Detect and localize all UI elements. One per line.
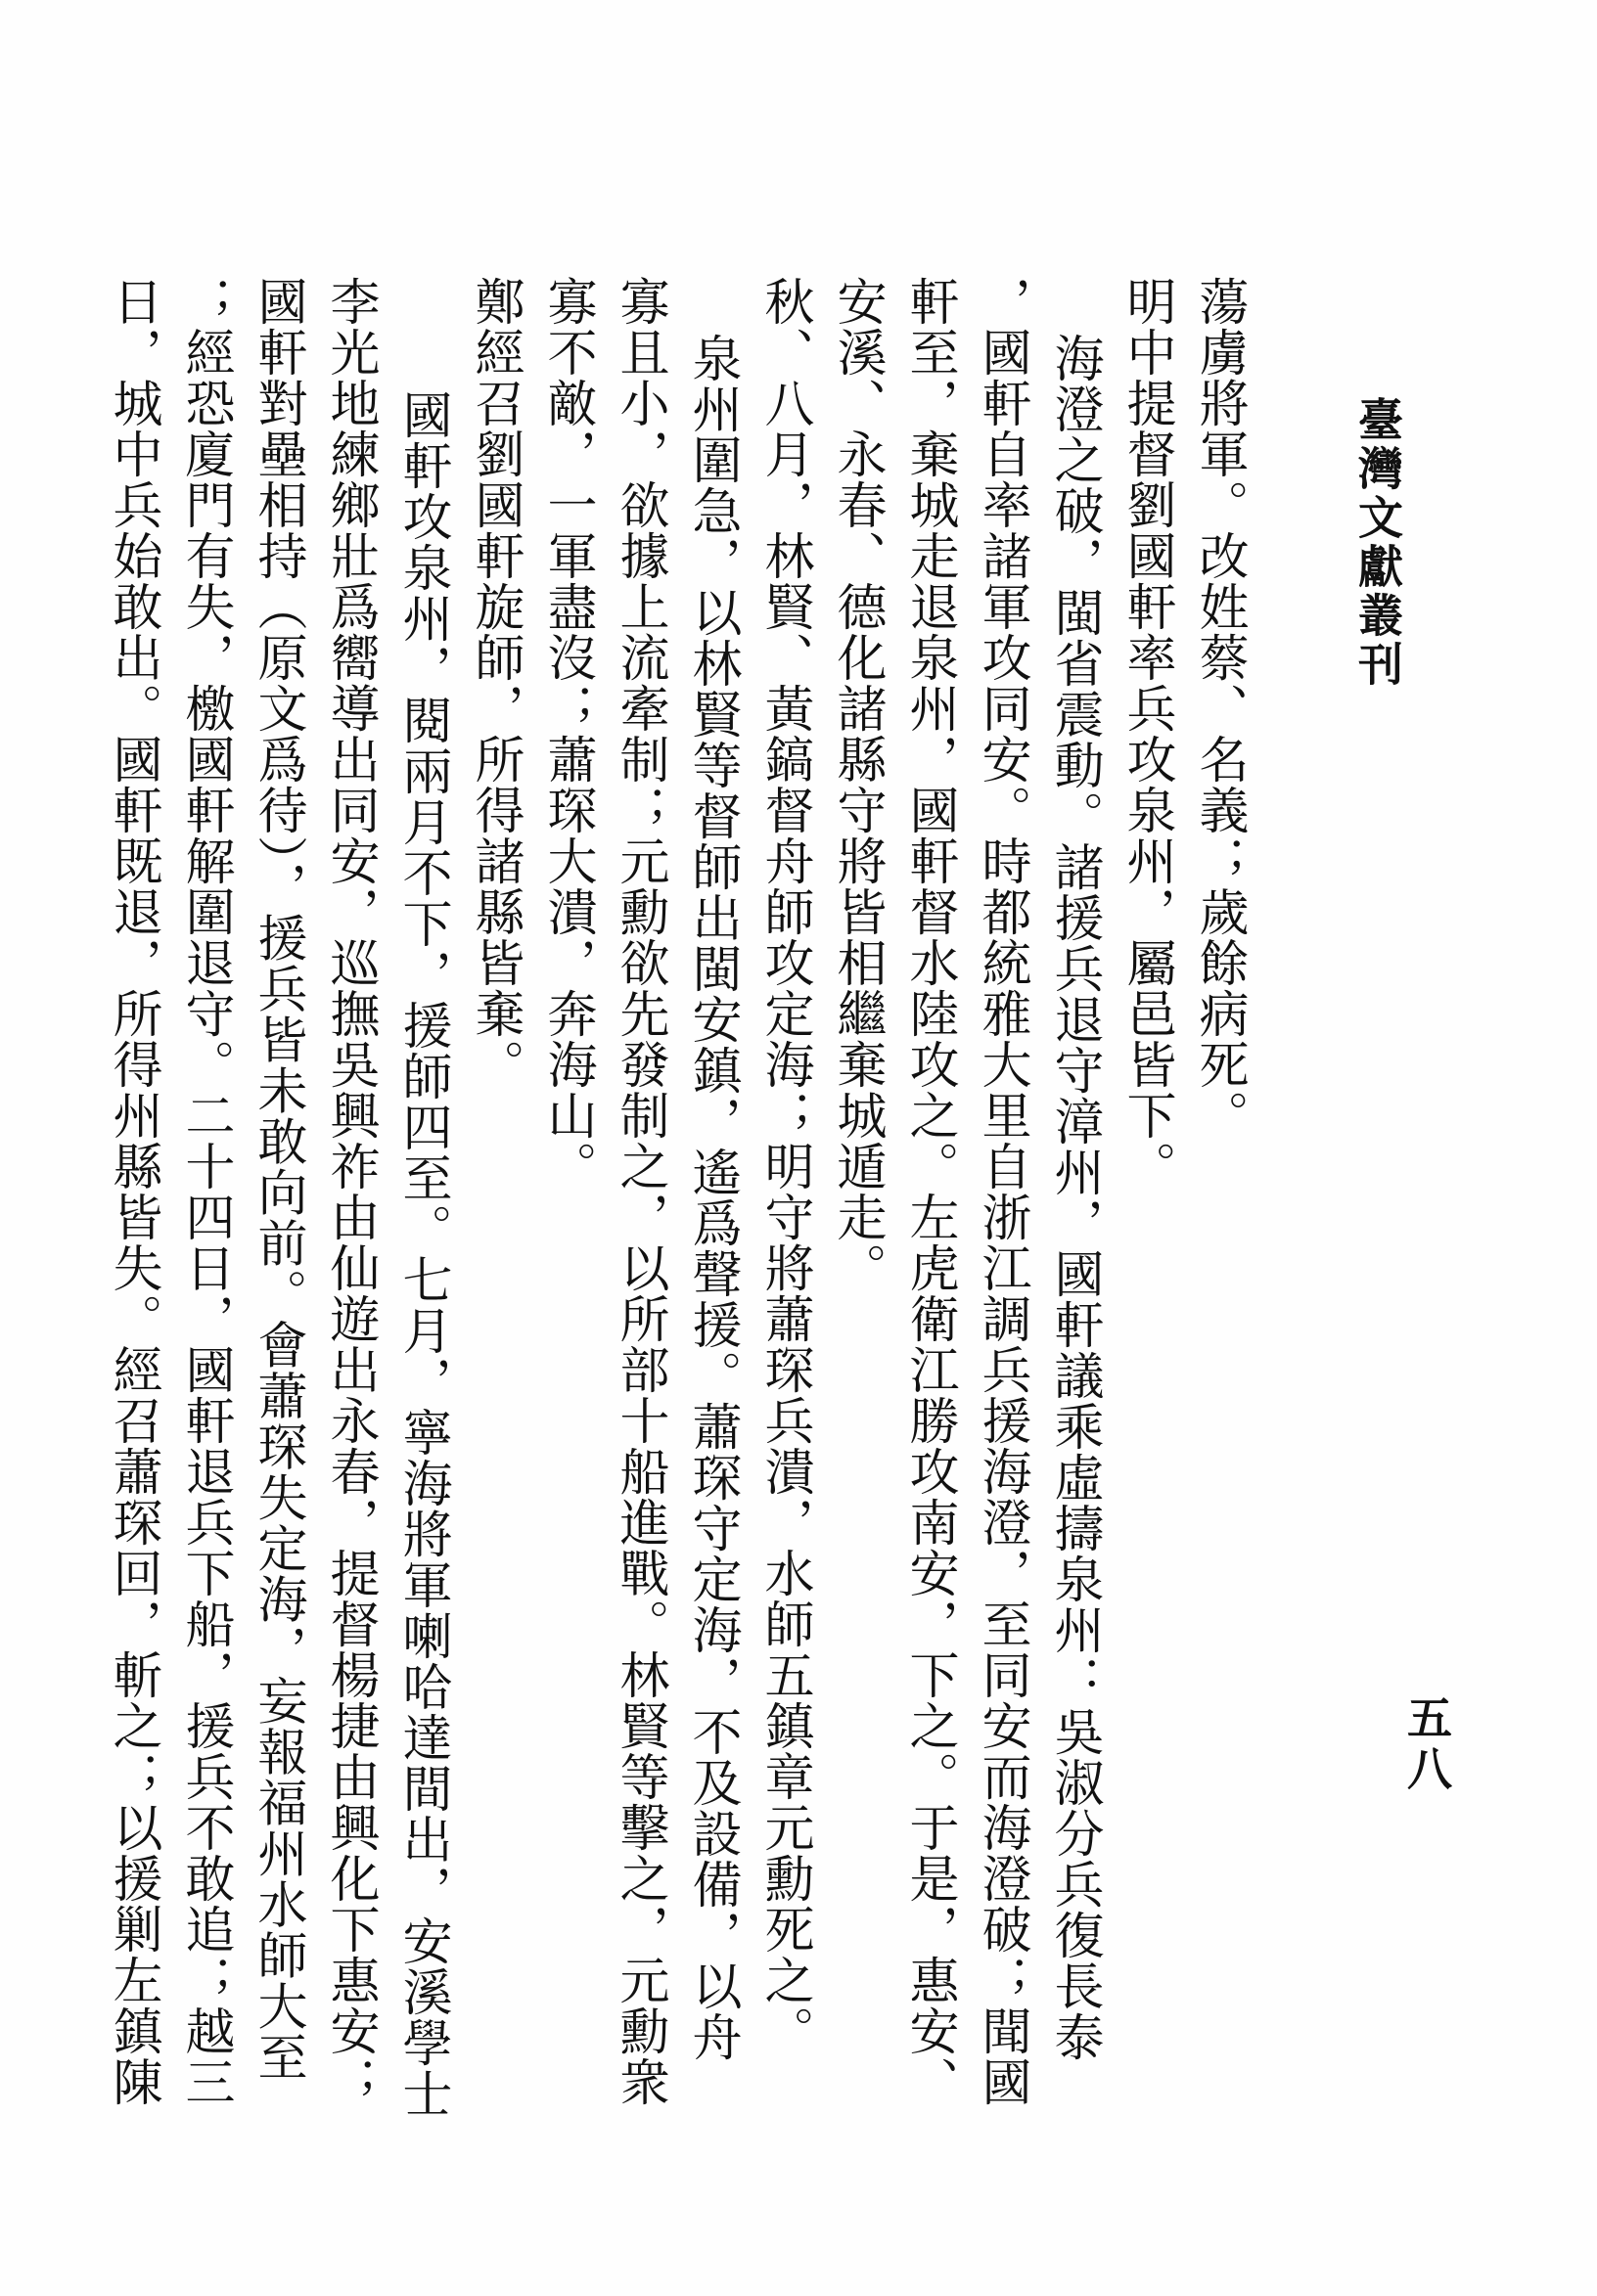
running-title: 臺灣文獻叢刊 — [1351, 396, 1404, 690]
text-column-6: 安溪、永春、德化諸縣守將皆相繼棄城遁走。 — [828, 276, 886, 1293]
text-column-13: 李光地練鄉壯爲嚮導出同安，巡撫吳興祚由仙遊出永春，提督楊捷由興化下惠安； — [321, 276, 379, 2107]
text-column-12: 國軒攻泉州，閱兩月不下，援師四至。七月，寧海將軍喇哈達間出，安溪學士 — [393, 389, 451, 2119]
text-column-4: ，國軒自率諸軍攻同安。時都統雅大里自浙江調兵援海澄，至同安而海澄破；聞國 — [973, 276, 1030, 2107]
text-column-1: 蕩虜將軍。改姓蔡、名義；歲餘病死。 — [1190, 276, 1248, 1141]
body-text — [88, 276, 1247, 2281]
page-number: 五八 — [1400, 1694, 1453, 1796]
text-column-16: 日，城中兵始敢出。國軒既退，所得州縣皆失。經召蕭琛回，斬之；以援剿左鎮陳 — [104, 276, 161, 2107]
text-column-3: 海澄之破，閩省震動。諸援兵退守漳州，國軒議乘虛擣泉州：吳淑分兵復長泰 — [1045, 333, 1103, 2062]
text-column-10: 寡不敵，一軍盡沒；蕭琛大潰，奔海山。 — [538, 276, 596, 1192]
text-column-5: 軒至，棄城走退泉州，國軒督水陸攻之。左虎衛江勝攻南安，下之。于是，惠安、 — [900, 276, 958, 2107]
text-column-2: 明中提督劉國軒率兵攻泉州，屬邑皆下。 — [1118, 276, 1175, 1192]
text-column-9: 寡且小，欲據上流牽制；元勳欲先發制之，以所部十船進戰。林賢等擊之，元勳衆 — [611, 276, 668, 2107]
text-column-14: 國軒對壘相持（原文爲待），援兵皆未敢向前。會蕭琛失定海，妄報福州水師大至 — [249, 276, 306, 2083]
text-column-7: 秋、八月，林賢、黃鎬督舟師攻定海；明守將蕭琛兵潰，水師五鎮章元勳死之。 — [755, 276, 813, 2056]
text-column-15: ；經恐廈門有失，檄國軒解圍退守。二十四日，國軒退兵下船，援兵不敢追；越三 — [176, 276, 234, 2107]
text-column-11: 鄭經召劉國軒旋師，所得諸縣皆棄。 — [466, 276, 524, 1090]
text-column-8: 泉州圍急，以林賢等督師出閩安鎮，遙爲聲援。蕭琛守定海，不及設備，以舟 — [683, 333, 741, 2062]
